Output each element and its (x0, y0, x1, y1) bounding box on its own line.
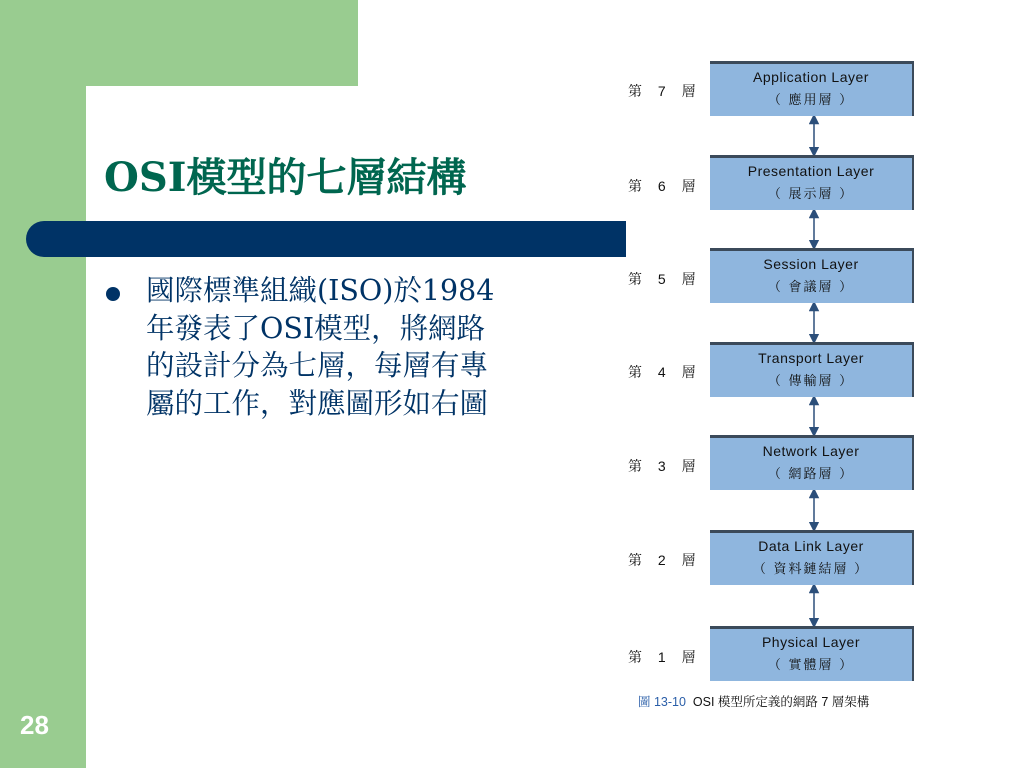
layer-name-zh: （ 傳輸層 ） (767, 373, 855, 388)
presentation-layer-box (710, 155, 914, 210)
layer-number-label: 第 6 層 (628, 178, 702, 194)
layer-name-en: Network Layer (762, 443, 860, 459)
data-link-layer-box (710, 530, 914, 585)
layer-name-zh: （ 展示層 ） (767, 186, 855, 201)
layer-name-zh: （ 網路層 ） (767, 466, 855, 481)
network-layer-box (710, 435, 914, 490)
osi-diagram (616, 58, 946, 718)
session-layer-box (710, 248, 914, 303)
layer-name-zh: （ 應用層 ） (767, 92, 855, 107)
layer-number-label: 第 3 層 (628, 458, 702, 474)
figure-number: 圖 13-10 (638, 695, 686, 709)
figure-caption (638, 692, 869, 710)
layer-name-zh: （ 實體層 ） (767, 657, 855, 672)
layer-name-en: Transport Layer (758, 350, 864, 366)
transport-layer-box (710, 342, 914, 397)
layer-number-label: 第 2 層 (628, 552, 702, 568)
layer-name-zh: （ 會議層 ） (767, 279, 855, 294)
layer-name-en: Presentation Layer (747, 163, 875, 179)
left-green-band (0, 0, 86, 768)
layer-number-label: 第 5 層 (628, 271, 702, 287)
bullet-text: 國際標準組織(ISO)於1984年發表了OSI模型，將網路的設計分為七層，每層有專屬的工作，對應圖形如右圖 (146, 274, 495, 420)
page-number: 28 (20, 710, 49, 740)
application-layer-box (710, 61, 914, 116)
bullet-dot-icon (106, 287, 120, 301)
layer-name-en: Application Layer (753, 69, 869, 85)
layer-name-en: Physical Layer (761, 634, 861, 650)
layer-name-zh: （ 資料鏈結層 ） (752, 561, 870, 576)
top-green-band (0, 0, 358, 86)
slide-title: OSI模型的七層結構 (104, 154, 467, 201)
physical-layer-box (710, 626, 914, 681)
layer-number-label: 第 4 層 (628, 364, 702, 380)
layer-number-label: 第 1 層 (628, 649, 702, 665)
layer-number-label: 第 7 層 (628, 83, 702, 99)
layer-name-en: Session Layer (763, 256, 859, 272)
figure-caption-text: OSI 模型所定義的網路 7 層架構 (692, 695, 870, 709)
title-underline-bar (26, 221, 626, 257)
layer-name-en: Data Link Layer (758, 538, 864, 554)
